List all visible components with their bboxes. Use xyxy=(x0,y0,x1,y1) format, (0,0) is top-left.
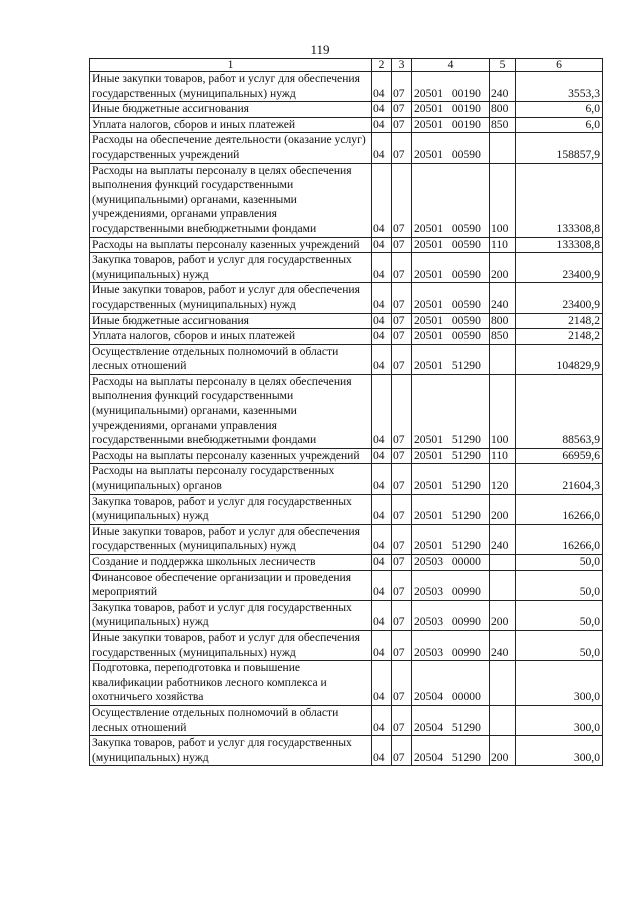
row-amount-cell: 104829,9 xyxy=(516,344,603,374)
row-program-code-cell: 20501 00590 xyxy=(412,237,490,253)
row-program-code-cell: 20504 51290 xyxy=(412,705,490,735)
row-program-code-cell: 20501 51290 xyxy=(412,344,490,374)
row-name-cell: Расходы на выплаты персоналу в целях обеспечения выполнения функций государственными (муниципальными) органами, казенными учреждениями, органами управления государственными внебюджетными фондами xyxy=(90,163,372,237)
budget-table xyxy=(89,58,603,766)
row-program-code-cell: 20503 00990 xyxy=(412,600,490,630)
row-subsection-cell: 07 xyxy=(392,283,412,313)
row-section-cell: 04 xyxy=(372,313,392,329)
row-expense-type-cell: 240 xyxy=(490,524,516,554)
row-section-cell: 04 xyxy=(372,374,392,448)
row-amount-cell: 300,0 xyxy=(516,661,603,706)
row-expense-type-cell: 800 xyxy=(490,313,516,329)
row-amount-cell: 50,0 xyxy=(516,600,603,630)
row-program-code-cell: 20501 00190 xyxy=(412,72,490,102)
row-expense-type-cell: 110 xyxy=(490,448,516,464)
row-name-cell: Закупка товаров, работ и услуг для государственных (муниципальных) нужд xyxy=(90,253,372,283)
row-amount-cell: 16266,0 xyxy=(516,494,603,524)
row-amount-cell: 6,0 xyxy=(516,102,603,118)
row-name-cell: Осуществление отдельных полномочий в области лесных отношений xyxy=(90,344,372,374)
table-row xyxy=(90,630,603,660)
row-subsection-cell: 07 xyxy=(392,374,412,448)
row-subsection-cell: 07 xyxy=(392,555,412,571)
row-expense-type-cell xyxy=(490,344,516,374)
row-expense-type-cell: 800 xyxy=(490,102,516,118)
row-program-code-cell: 20501 00590 xyxy=(412,253,490,283)
row-expense-type-cell: 240 xyxy=(490,630,516,660)
row-section-cell: 04 xyxy=(372,117,392,133)
row-name-cell: Уплата налогов, сборов и иных платежей xyxy=(90,329,372,345)
row-program-code-cell: 20504 00000 xyxy=(412,661,490,706)
row-amount-cell: 300,0 xyxy=(516,736,603,766)
header-col-6: 6 xyxy=(516,59,603,72)
row-name-cell: Расходы на выплаты персоналу государственных (муниципальных) органов xyxy=(90,464,372,494)
row-expense-type-cell: 200 xyxy=(490,736,516,766)
row-subsection-cell: 07 xyxy=(392,117,412,133)
row-name-cell: Закупка товаров, работ и услуг для государственных (муниципальных) нужд xyxy=(90,736,372,766)
row-amount-cell: 66959,6 xyxy=(516,448,603,464)
table-row xyxy=(90,555,603,571)
table-row xyxy=(90,237,603,253)
row-subsection-cell: 07 xyxy=(392,736,412,766)
row-program-code-cell: 20501 00590 xyxy=(412,163,490,237)
row-subsection-cell: 07 xyxy=(392,313,412,329)
row-subsection-cell: 07 xyxy=(392,570,412,600)
row-name-cell: Иные закупки товаров, работ и услуг для обеспечения государственных (муниципальных) нужд xyxy=(90,72,372,102)
row-subsection-cell: 07 xyxy=(392,133,412,163)
row-subsection-cell: 07 xyxy=(392,237,412,253)
row-name-cell: Финансовое обеспечение организации и проведения мероприятий xyxy=(90,570,372,600)
table-row xyxy=(90,600,603,630)
row-name-cell: Закупка товаров, работ и услуг для государственных (муниципальных) нужд xyxy=(90,600,372,630)
row-amount-cell: 158857,9 xyxy=(516,133,603,163)
row-expense-type-cell: 110 xyxy=(490,237,516,253)
row-amount-cell: 6,0 xyxy=(516,117,603,133)
row-expense-type-cell: 200 xyxy=(490,494,516,524)
row-section-cell: 04 xyxy=(372,600,392,630)
table-row xyxy=(90,464,603,494)
table-row xyxy=(90,448,603,464)
row-amount-cell: 88563,9 xyxy=(516,374,603,448)
row-program-code-cell: 20503 00000 xyxy=(412,555,490,571)
table-row xyxy=(90,494,603,524)
row-program-code-cell: 20501 00190 xyxy=(412,102,490,118)
row-subsection-cell: 07 xyxy=(392,344,412,374)
table-row xyxy=(90,661,603,706)
row-section-cell: 04 xyxy=(372,736,392,766)
table-row xyxy=(90,524,603,554)
table-row xyxy=(90,163,603,237)
row-expense-type-cell: 240 xyxy=(490,72,516,102)
table-row xyxy=(90,133,603,163)
table-row xyxy=(90,570,603,600)
row-expense-type-cell xyxy=(490,705,516,735)
row-expense-type-cell: 850 xyxy=(490,329,516,345)
row-name-cell: Закупка товаров, работ и услуг для государственных (муниципальных) нужд xyxy=(90,494,372,524)
row-program-code-cell: 20503 00990 xyxy=(412,630,490,660)
row-subsection-cell: 07 xyxy=(392,329,412,345)
row-expense-type-cell: 120 xyxy=(490,464,516,494)
row-section-cell: 04 xyxy=(372,344,392,374)
row-section-cell: 04 xyxy=(372,464,392,494)
row-subsection-cell: 07 xyxy=(392,524,412,554)
row-amount-cell: 21604,3 xyxy=(516,464,603,494)
table-row xyxy=(90,283,603,313)
row-program-code-cell: 20501 51290 xyxy=(412,448,490,464)
header-col-2: 2 xyxy=(372,59,392,72)
row-name-cell: Расходы на выплаты персоналу в целях обеспечения выполнения функций государственными (муниципальными) органами, казенными учреждениями, органами управления государственными внебюджетными фондами xyxy=(90,374,372,448)
row-amount-cell: 50,0 xyxy=(516,630,603,660)
row-amount-cell: 23400,9 xyxy=(516,283,603,313)
row-amount-cell: 300,0 xyxy=(516,705,603,735)
row-section-cell: 04 xyxy=(372,494,392,524)
row-program-code-cell: 20501 51290 xyxy=(412,374,490,448)
row-expense-type-cell xyxy=(490,133,516,163)
table-row xyxy=(90,72,603,102)
table-row xyxy=(90,736,603,766)
row-subsection-cell: 07 xyxy=(392,72,412,102)
row-subsection-cell: 07 xyxy=(392,163,412,237)
row-program-code-cell: 20501 00590 xyxy=(412,313,490,329)
row-name-cell: Иные закупки товаров, работ и услуг для обеспечения государственных (муниципальных) нужд xyxy=(90,283,372,313)
header-col-3: 3 xyxy=(392,59,412,72)
row-program-code-cell: 20504 51290 xyxy=(412,736,490,766)
row-subsection-cell: 07 xyxy=(392,102,412,118)
row-section-cell: 04 xyxy=(372,661,392,706)
table-header-row xyxy=(90,59,603,72)
row-subsection-cell: 07 xyxy=(392,661,412,706)
row-subsection-cell: 07 xyxy=(392,630,412,660)
table-row xyxy=(90,102,603,118)
row-name-cell: Расходы на обеспечение деятельности (оказание услуг) государственных учреждений xyxy=(90,133,372,163)
row-name-cell: Иные закупки товаров, работ и услуг для обеспечения государственных (муниципальных) нужд xyxy=(90,524,372,554)
header-col-4: 4 xyxy=(412,59,490,72)
row-expense-type-cell xyxy=(490,570,516,600)
row-program-code-cell: 20501 00590 xyxy=(412,133,490,163)
row-section-cell: 04 xyxy=(372,253,392,283)
row-subsection-cell: 07 xyxy=(392,448,412,464)
row-expense-type-cell: 200 xyxy=(490,600,516,630)
row-name-cell: Подготовка, переподготовка и повышение квалификации работников лесного комплекса и охотничьего хозяйства xyxy=(90,661,372,706)
row-program-code-cell: 20501 00190 xyxy=(412,117,490,133)
row-expense-type-cell: 100 xyxy=(490,374,516,448)
row-name-cell: Иные бюджетные ассигнования xyxy=(90,313,372,329)
row-expense-type-cell: 100 xyxy=(490,163,516,237)
row-program-code-cell: 20503 00990 xyxy=(412,570,490,600)
table-row xyxy=(90,253,603,283)
row-expense-type-cell: 240 xyxy=(490,283,516,313)
row-name-cell: Осуществление отдельных полномочий в области лесных отношений xyxy=(90,705,372,735)
row-section-cell: 04 xyxy=(372,570,392,600)
row-amount-cell: 23400,9 xyxy=(516,253,603,283)
row-section-cell: 04 xyxy=(372,72,392,102)
row-section-cell: 04 xyxy=(372,555,392,571)
row-amount-cell: 2148,2 xyxy=(516,313,603,329)
row-name-cell: Расходы на выплаты персоналу казенных учреждений xyxy=(90,448,372,464)
table-row xyxy=(90,374,603,448)
row-expense-type-cell xyxy=(490,661,516,706)
row-subsection-cell: 07 xyxy=(392,253,412,283)
row-section-cell: 04 xyxy=(372,329,392,345)
table-row xyxy=(90,313,603,329)
row-section-cell: 04 xyxy=(372,133,392,163)
row-section-cell: 04 xyxy=(372,237,392,253)
row-subsection-cell: 07 xyxy=(392,600,412,630)
row-amount-cell: 2148,2 xyxy=(516,329,603,345)
row-section-cell: 04 xyxy=(372,705,392,735)
row-section-cell: 04 xyxy=(372,448,392,464)
row-program-code-cell: 20501 00590 xyxy=(412,283,490,313)
row-section-cell: 04 xyxy=(372,524,392,554)
row-amount-cell: 133308,8 xyxy=(516,163,603,237)
row-subsection-cell: 07 xyxy=(392,494,412,524)
row-program-code-cell: 20501 51290 xyxy=(412,464,490,494)
row-expense-type-cell xyxy=(490,555,516,571)
row-section-cell: 04 xyxy=(372,102,392,118)
row-section-cell: 04 xyxy=(372,163,392,237)
row-program-code-cell: 20501 51290 xyxy=(412,494,490,524)
table-row xyxy=(90,344,603,374)
row-expense-type-cell: 850 xyxy=(490,117,516,133)
row-subsection-cell: 07 xyxy=(392,705,412,735)
row-subsection-cell: 07 xyxy=(392,464,412,494)
row-amount-cell: 3553,3 xyxy=(516,72,603,102)
row-expense-type-cell: 200 xyxy=(490,253,516,283)
header-col-1: 1 xyxy=(90,59,372,72)
row-section-cell: 04 xyxy=(372,283,392,313)
row-amount-cell: 16266,0 xyxy=(516,524,603,554)
row-amount-cell: 133308,8 xyxy=(516,237,603,253)
row-amount-cell: 50,0 xyxy=(516,555,603,571)
table-row xyxy=(90,705,603,735)
table-row xyxy=(90,329,603,345)
header-col-5: 5 xyxy=(490,59,516,72)
row-name-cell: Иные бюджетные ассигнования xyxy=(90,102,372,118)
row-name-cell: Расходы на выплаты персоналу казенных учреждений xyxy=(90,237,372,253)
page-number: 119 xyxy=(310,42,330,57)
row-amount-cell: 50,0 xyxy=(516,570,603,600)
row-name-cell: Создание и поддержка школьных лесничеств xyxy=(90,555,372,571)
row-name-cell: Уплата налогов, сборов и иных платежей xyxy=(90,117,372,133)
row-section-cell: 04 xyxy=(372,630,392,660)
row-name-cell: Иные закупки товаров, работ и услуг для обеспечения государственных (муниципальных) нужд xyxy=(90,630,372,660)
table-row xyxy=(90,117,603,133)
row-program-code-cell: 20501 51290 xyxy=(412,524,490,554)
row-program-code-cell: 20501 00590 xyxy=(412,329,490,345)
